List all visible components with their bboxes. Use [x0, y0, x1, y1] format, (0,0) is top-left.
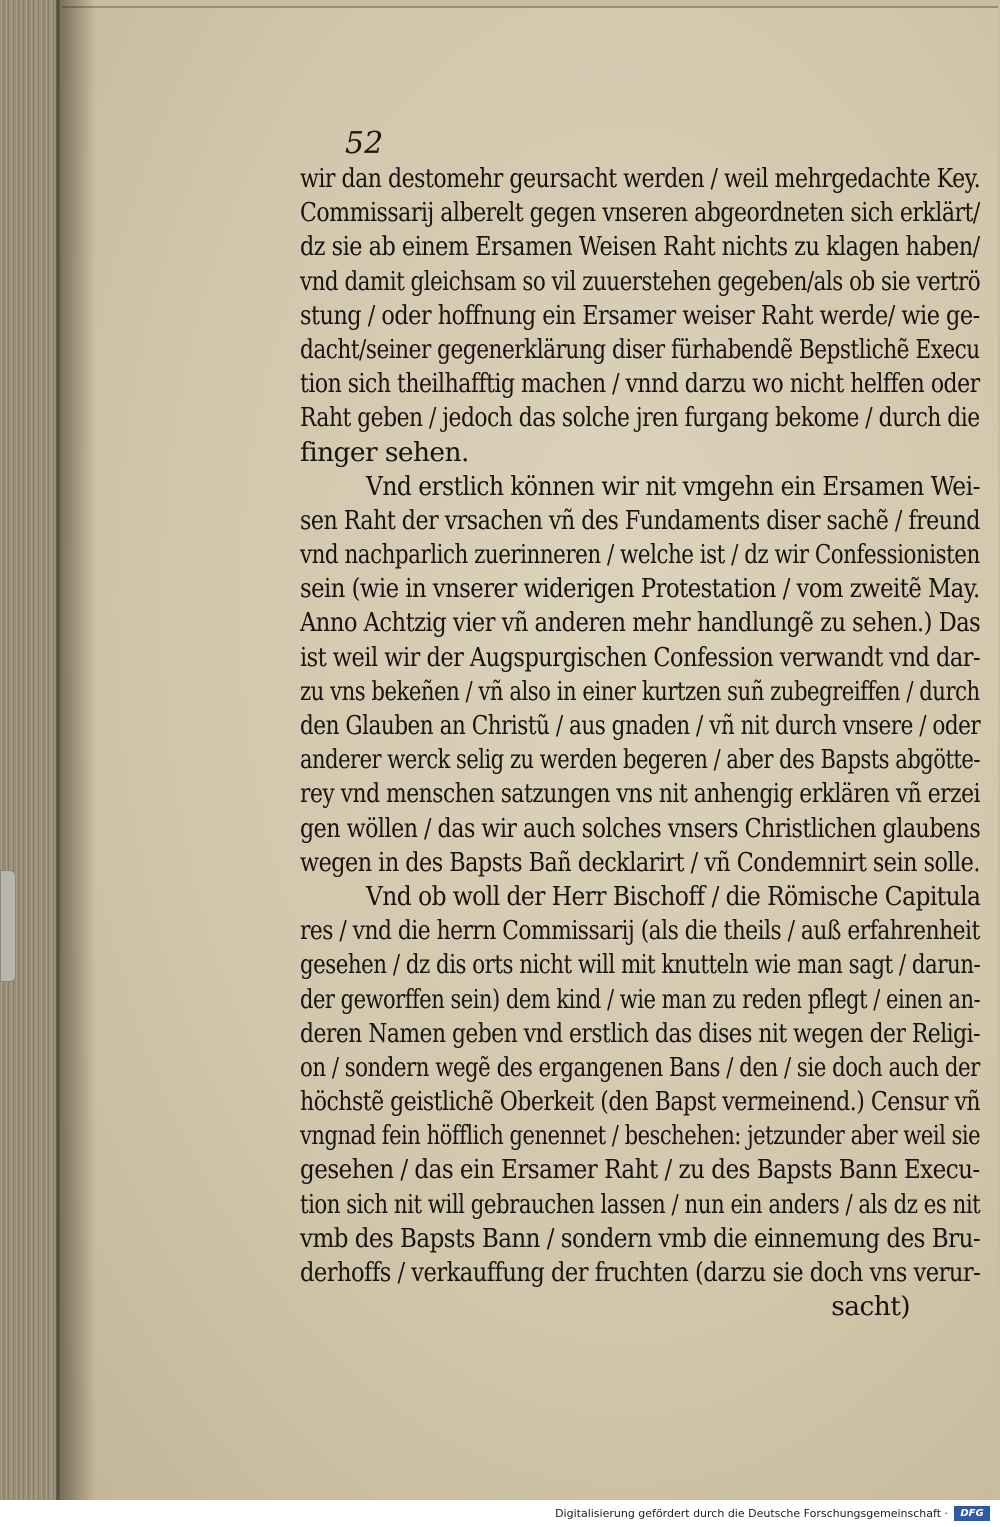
text-line: rey vnd menschen satzungen vns nit anhengig erklären vñ erzei — [300, 778, 981, 810]
text-line: höchstẽ geistlichẽ Oberkeit (den Bapst vermeinend.) Censur vñ — [300, 1086, 981, 1118]
text-line: Vnd ob woll der Herr Bischoff / die Römische Capitula — [366, 880, 981, 912]
text-line: tion sich theilhafftig machen / vnnd darzu wo nicht helffen oder — [300, 368, 980, 400]
footer-credit-text: Digitalisierung gefördert durch die Deutsche Forschungsgemeinschaft · — [555, 1507, 948, 1520]
text-block — [300, 162, 980, 1324]
text-line: zu vns bekeñen / vñ also in einer kurtzen suñ zubegreiffen / durch — [300, 675, 980, 707]
text-line: Commissarij alberelt gegen vnseren abgeordneten sich erklärt/ — [300, 197, 980, 229]
text-line: gesehen / das ein Ersamer Raht / zu des Bapsts Bann Execu- — [300, 1154, 980, 1186]
text-line: der geworffen sein) dem kind / wie man zu reden pflegt / einen an- — [300, 983, 981, 1015]
text-line: vnd damit gleichsam so vil zuuerstehen gegeben/als ob sie vertrö — [300, 265, 981, 297]
dfg-logo: DFG — [954, 1506, 990, 1521]
text-line: vmb des Bapsts Bann / sondern vmb die einnemung des Bru- — [300, 1222, 981, 1254]
text-line: Raht geben / jedoch das solche jren furgang bekome / durch die — [300, 402, 980, 434]
text-line: sein (wie in vnserer widerigen Protestation / vom zweitẽ May. — [300, 573, 980, 605]
digitization-footer — [0, 1500, 1000, 1527]
text-line: wegen in des Bapsts Bañ decklarirt / vñ Condemnirt sein solle. — [300, 846, 980, 878]
text-line: tion sich nit will gebrauchen lassen / nun ein anders / als dz es nit — [300, 1188, 981, 1220]
text-line: Vnd erstlich können wir nit vmgehn ein Ersamen Wei- — [366, 470, 980, 502]
text-line: deren Namen geben vnd erstlich das dises nit wegen der Religi- — [300, 1017, 980, 1049]
text-line: derhoffs / verkauffung der fruchten (darzu sie doch vns verur- — [300, 1257, 981, 1288]
text-line: dz sie ab einem Ersamen Weisen Raht nichts zu klagen haben/ — [300, 231, 980, 263]
text-line: finger sehen. — [300, 436, 469, 468]
text-line: on / sondern wegẽ des ergangenen Bans / den / sie doch auch der — [300, 1051, 980, 1083]
gutter-shadow — [56, 0, 96, 1500]
text-line: Anno Achtzig vier vñ anderen mehr handlungẽ zu sehen.) Das — [300, 607, 981, 639]
text-line: vnd nachparlich zuerinneren / welche ist / dz wir Confessionisten — [300, 539, 980, 571]
text-line: dacht/seiner gegenerklärung diser fürhabendẽ Bepstlichẽ Execu — [300, 333, 980, 365]
text-line: gen wöllen / das wir auch solches vnsers Christlichen glaubens — [300, 812, 981, 844]
text-line: ist weil wir der Augspurgischen Confession verwandt vnd dar- — [300, 641, 981, 673]
page-clip — [0, 870, 16, 982]
page-number: 52 — [345, 126, 384, 161]
text-line: wir dan destomehr geursacht werden / weil mehrgedachte Key. — [300, 163, 981, 194]
text-line: stung / oder hoffnung ein Ersamer weiser Raht werde/ wie ge- — [300, 299, 980, 331]
text-line: vngnad fein höfflich genennet / beschehen: jetzunder aber weil sie — [300, 1120, 981, 1152]
text-line: sen Raht der vrsachen vñ des Fundaments diser sachẽ / freund — [300, 504, 980, 536]
book-page-edges — [0, 0, 60, 1500]
text-line: den Glauben an Christũ / aus gnaden / vñ nit durch vnsere / oder — [300, 710, 981, 741]
catchword: sacht) — [831, 1291, 910, 1323]
text-line: anderer werck selig zu werden begeren / aber des Bapsts abgötte- — [300, 744, 980, 776]
text-line: gesehen / dz dis orts nicht will mit knutteln wie man sagt / darun- — [300, 949, 981, 981]
text-line: res / vnd die herrn Commissarij (als die theils / auß erfahrenheit — [300, 915, 980, 947]
